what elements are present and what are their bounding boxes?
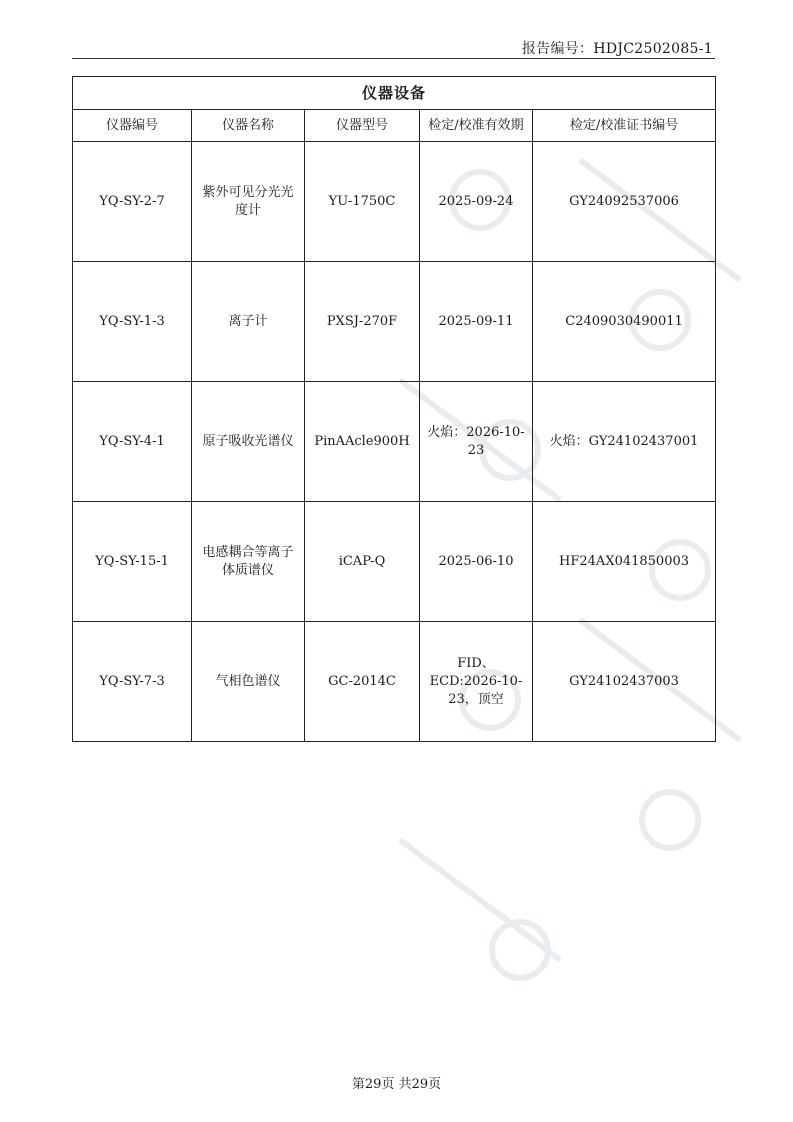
report-number: 报告编号：HDJC2502085-1 [521,41,713,57]
cell-model: PXSJ-270F [305,262,420,382]
cell-id: YQ-SY-4-1 [73,382,192,502]
cell-id: YQ-SY-2-7 [73,142,192,262]
cell-model: YU-1750C [305,142,420,262]
cell-name: 气相色谱仪 [192,622,305,742]
cell-id: YQ-SY-7-3 [73,622,192,742]
cell-name: 紫外可见分光光度计 [192,142,305,262]
cell-model: GC-2014C [305,622,420,742]
column-header-name: 仪器名称 [192,110,305,142]
table-row [73,262,716,382]
cell-validity: FID、ECD:2026-10-23，顶空 [420,622,533,742]
column-header-validity: 检定/校准有效期 [420,110,533,142]
header-divider [72,58,715,59]
table-title: 仪器设备 [73,77,716,110]
cell-name: 离子计 [192,262,305,382]
table-row [73,502,716,622]
table-row [73,622,716,742]
column-header-model: 仪器型号 [305,110,420,142]
page-footer: 第29页 共29页 [351,1077,442,1092]
cell-id: YQ-SY-15-1 [73,502,192,622]
cell-cert: GY24092537006 [533,142,716,262]
cell-name: 原子吸收光谱仪 [192,382,305,502]
cell-model: iCAP-Q [305,502,420,622]
column-header-id: 仪器编号 [73,110,192,142]
cell-cert: 火焰：GY24102437001 [533,382,716,502]
cell-validity: 2025-09-24 [420,142,533,262]
table-row [73,142,716,262]
cell-id: YQ-SY-1-3 [73,262,192,382]
cell-validity: 2025-06-10 [420,502,533,622]
cell-validity: 2025-09-11 [420,262,533,382]
cell-cert: HF24AX041850003 [533,502,716,622]
cell-name: 电感耦合等离子体质谱仪 [192,502,305,622]
cell-model: PinAAcle900H [305,382,420,502]
table-row [73,382,716,502]
column-header-cert: 检定/校准证书编号 [533,110,716,142]
cell-validity: 火焰：2026-10-23 [420,382,533,502]
cell-cert: GY24102437003 [533,622,716,742]
cell-cert: C2409030490011 [533,262,716,382]
equipment-table [72,76,716,742]
